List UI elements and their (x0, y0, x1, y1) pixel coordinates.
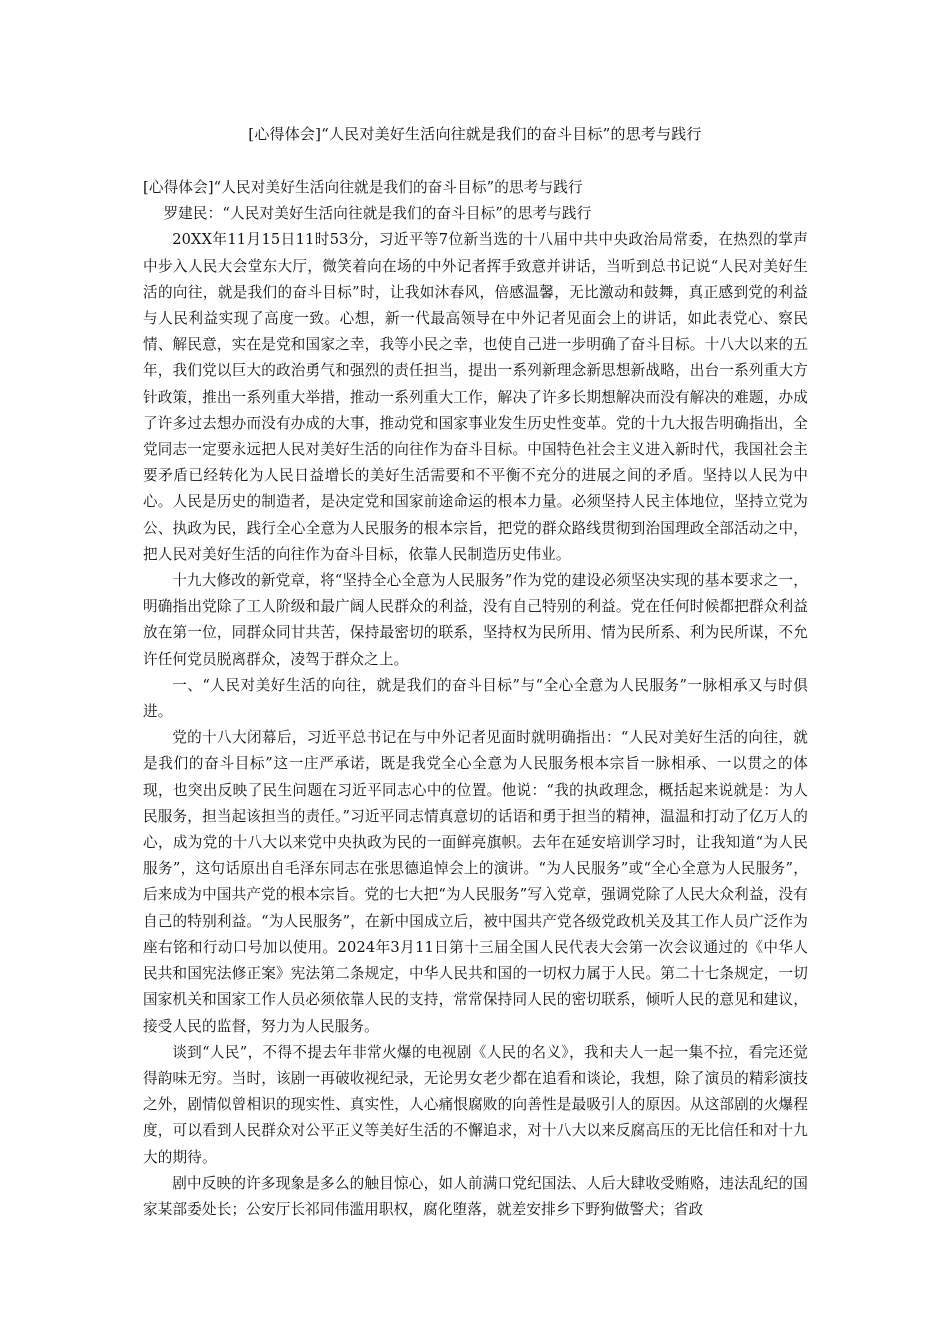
paragraph-author-line: 罗建民：“人民对美好生活向往就是我们的奋斗目标”的思考与践行 (163, 205, 592, 223)
paragraph: 剧中反映的许多现象是多么的触目惊心，如人前满口党纪国法、人后大肆收受贿赂，违法乱纪的国家某部委处长；公安厅长祁同伟滥用职权，腐化堕落，就差安排乡下野狗做警犬；省政 (143, 1174, 808, 1218)
paragraph: 党的十八大闭幕后，习近平总书记在与中外记者见面时就明确指出：“人民对美好生活的向往，就是我们的奋斗目标”这一庄严承诺，既是我党全心全意为人民服务根本宗旨一脉相承、一以贯之的体现，也突出反映了民生问题在习近平同志心中的位置。他说：“我的执政理念，概括起来说就是：为人民服务，担当起该担当的责任。”习近平同志情真意切的话语和勇于担当的精神，温温和打动了亿万人的心，成为党的十八大以来党中央执政为民的一面鲜亮旗帜。去年在延安培训学习时，让我知道“为人民服务”，这句话原出自毛泽东同志在张思德追悼会上的演讲。“为人民服务”或“全心全意为人民服务”，后来成为中国共产党的根本宗旨。党的七大把“为人民服务”写入党章，强调党除了人民大众利益，没有自己的特别利益。“为人民服务”，在新中国成立后，被中国共产党各级党政机关及其工作人员广泛作为座右铭和行动口号加以使用。2024年3月11日第十三届全国人民代表大会第一次会议通过的《中华人民共和国宪法修正案》宪法第二条规定，中华人民共和国的一切权力属于人民。第二十七条规定，一切国家机关和国家工作人员必须依靠人民的支持，常常保持同人民的密切联系，倾听人民的意见和建议，接受人民的监督，努力为人民服务。 (143, 729, 808, 1035)
document-body (143, 175, 808, 1223)
section-heading: 一、“人民对美好生活的向往，就是我们的奋斗目标”与“全心全意为人民服务”一脉相承又与时俱进。 (143, 676, 808, 721)
paragraph: 十九大修改的新党章，将“坚持全心全意为人民服务”作为党的建设必须坚决实现的基本要求之一，明确指出党除了工人阶级和最广阔人民群众的利益，没有自己特别的利益。党在任何时候都把群众利益放在第一位，同群众同甘共苦，保持最密切的联系，坚持权为民所用、情为民所系、利为民所谋，不允许任何党员脱离群众，凌驾于群众之上。 (143, 572, 808, 668)
document-title: [心得体会]“人民对美好生活向往就是我们的奋斗目标”的思考与践行 (248, 125, 702, 143)
paragraph: 谈到“人民”，不得不提去年非常火爆的电视剧《人民的名义》，我和夫人一起一集不拉，看完还觉得韵味无穷。当时，该剧一再破收视纪录，无论男女老少都在追看和谈论，我想，除了演员的精彩演技之外，剧情似曾相识的现实性、真实性，人心痛恨腐败的向善性是最吸引人的原因。从这部剧的火爆程度，可以看到人民群众对公平正义等美好生活的不懈追求，对十八大以来反腐高压的无比信任和对十九大的期待。 (143, 1043, 808, 1166)
paragraph-heading: [心得体会]“人民对美好生活向往就是我们的奋斗目标”的思考与践行 (143, 179, 583, 196)
paragraph: 20XX年11月15日11时53分，习近平等7位新当选的十八届中共中央政治局常委，在热烈的掌声中步入人民大会堂东大厅，微笑着向在场的中外记者挥手致意并讲话，当听到总书记说“人民对美好生活的向往，就是我们的奋斗目标”时，让我如沐春风，倍感温馨，无比激动和鼓舞，真正感到党的利益与人民利益实现了高度一致。心想，新一代最高领导在中外记者见面会上的讲话，如此表党心、察民情、解民意，实在是党和国家之幸，我等小民之幸，也使自己进一步明确了奋斗目标。十八大以来的五年，我们党以巨大的政治勇气和强烈的责任担当，提出一系列新理念新思想新战略，出台一系列重大方针政策，推出一系列重大举措，推动一系列重大工作，解决了许多长期想解决而没有解决的难题，办成了许多过去想办而没有办成的大事，推动党和国家事业发生历史性变革。党的十九大报告明确指出，全党同志一定要永远把人民对美好生活的向往作为奋斗目标。中国特色社会主义进入新时代，我国社会主要矛盾已经转化为人民日益增长的美好生活需要和不平衡不充分的进展之间的矛盾。坚持以人民为中心。人民是历史的制造者，是决定党和国家前途命运的根本力量。必须坚持人民主体地位，坚持立党为公、执政为民，践行全心全意为人民服务的根本宗旨，把党的群众路线贯彻到治国理政全部活动之中，把人民对美好生活的向往作为奋斗目标，依靠人民制造历史伟业。 (143, 231, 808, 563)
